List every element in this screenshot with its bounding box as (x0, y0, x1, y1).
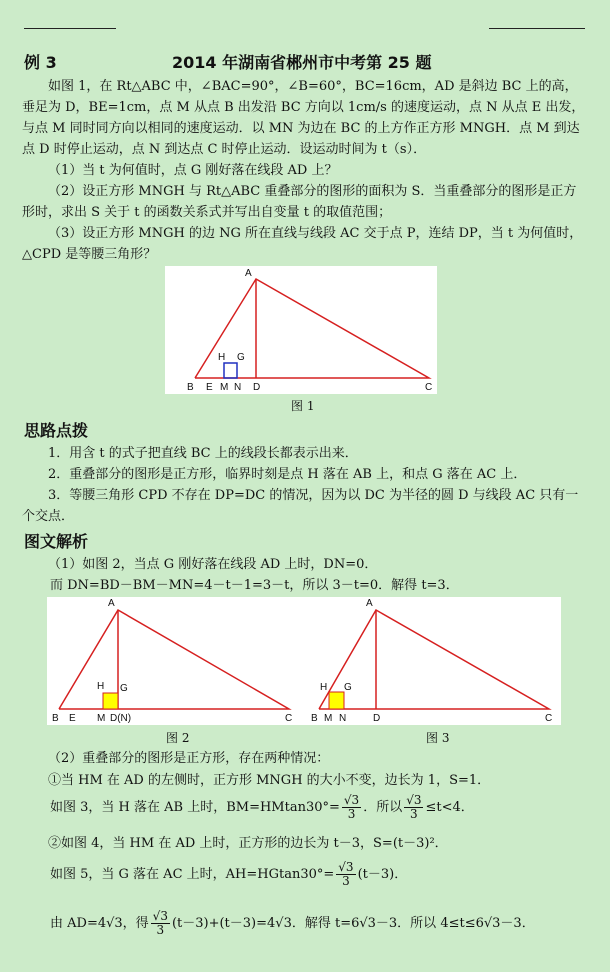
final-text-b: (t－3)+(t－3)=4√3．解得 t=6√3－3．所以 4≤t≤6√3－3． (171, 916, 535, 931)
fig3-label-g: G (344, 682, 352, 693)
hint-1: 1．用含 t 的式子把直线 BC 上的线段长都表示出来． (48, 446, 358, 461)
fig3-square (329, 692, 344, 709)
fig3-triangle (319, 610, 549, 709)
solution-2-final-line (50, 910, 610, 937)
problem-statement: 如图 1，在 Rt△ABC 中，∠BAC=90°，∠B=60°，BC=16cm，AD 是斜边 BC 上的高，垂足为 D，BE=1cm，点 M 从点 B 出发沿 BC 方向以 1cm/s 的速度运动，点 N 从点 E 出发，与点 M 同时同方向以相同的速度运动．以 MN 为边在 BC 的上方作正方形 MNGH．点 M 到达点 D 时停止运动，点 N 到达点 C 时停止运动．设运动时间为 t（s）． (22, 79, 585, 157)
fig3-label-n: N (339, 713, 347, 724)
solution-2: （2）重叠部分的图形是正方形，存在两种情况： (48, 751, 330, 766)
question-1: （1）当 t 为何值时，点 G 刚好落在线段 AD 上？ (48, 163, 338, 178)
fig2-label-h: H (97, 681, 105, 692)
figure-1-caption: 图 1 (291, 399, 315, 413)
solution-2-case-1: ①当 HM 在 AD 的左侧时，正方形 MNGH 的大小不变，边长为 1，S=1． (48, 773, 491, 788)
figure-1-diagram (165, 266, 437, 394)
page-title (24, 50, 594, 72)
fig3-label-m: M (324, 713, 333, 724)
label-n: N (234, 382, 242, 393)
fig3-text-c: ≤t<4． (425, 800, 474, 815)
label-h: H (218, 352, 226, 363)
label-d: D (253, 382, 261, 393)
fig2-label-dn: D(N) (110, 713, 132, 724)
fig2-square (103, 693, 118, 709)
fig2-triangle (59, 610, 289, 709)
solution-1b: 而 DN=BD－BM－MN=4－t－1=3－t，所以 3－t=0．解得 t=3． (50, 578, 459, 593)
fig2-label-e: E (69, 713, 76, 724)
fraction-root3-over-3: $\frac{√3}{3}$ (343, 793, 360, 821)
hint-2: 2．重叠部分的图形是正方形，临界时刻是点 H 落在 AB 上，和点 G 落在 AC 上． (48, 467, 527, 482)
label-e: E (206, 382, 213, 393)
fig3-label-h: H (320, 682, 328, 693)
figure-2-caption: 图 2 (166, 731, 190, 745)
fig2-label-c: C (285, 713, 293, 724)
solution-2-fig3-line (50, 794, 610, 821)
fig3-label-a: A (366, 598, 373, 609)
fig3-text-a: 如图 3，当 H 落在 AB 上时，BM=HMtan30°= (50, 800, 340, 815)
square-mngh (224, 363, 237, 378)
top-rule-left (24, 28, 116, 29)
solution-heading: 图文解析 (24, 532, 89, 551)
fraction-root3-over-3: $\frac{√3}{3}$ (338, 860, 354, 888)
figure-1 (165, 266, 437, 394)
fraction-root3-over-3: $\frac{√3}{3}$ (406, 793, 422, 821)
label-a: A (245, 268, 252, 279)
fig2-label-m: M (97, 713, 106, 724)
example-label: 例 3 (24, 53, 57, 72)
fig3-text-b: ．所以 (363, 800, 403, 815)
solution-2-case-2: ②如图 4，当 HM 在 AD 上时，正方形的边长为 t－3，S=(t－3)²． (48, 836, 448, 851)
label-b: B (187, 382, 194, 393)
hints-heading: 思路点拨 (24, 421, 89, 440)
hint-3: 3．等腰三角形 CPD 不存在 DP=DC 的情况，因为以 DC 为半径的圆 D 与线段 AC 只有一个交点． (22, 488, 579, 524)
fraction-root3-over-3: $\frac{√3}{3}$ (152, 909, 168, 937)
fig3-label-b: B (311, 713, 318, 724)
question-2: （2）设正方形 MNGH 与 Rt△ABC 重叠部分的图形的面积为 S．当重叠部分的图形是正方形时，求出 S 关于 t 的函数关系式并写出自变量 t 的取值范围； (22, 184, 577, 220)
fig5-text-a: 如图 5，当 G 落在 AC 上时，AH=HGtan30°= (50, 867, 335, 882)
label-m: M (220, 382, 229, 393)
figure-3-caption: 图 3 (426, 731, 450, 745)
final-text-a: 由 AD=4√3，得 (50, 916, 149, 931)
fig2-label-b: B (52, 713, 59, 724)
figures-2-3-panel (47, 597, 561, 725)
solution-2-fig5-line (50, 861, 610, 888)
top-rule-right (489, 28, 585, 29)
question-3: （3）设正方形 MNGH 的边 NG 所在直线与线段 AC 交于点 P，连结 DP，当 t 为何值时，△CPD 是等腰三角形？ (22, 226, 583, 262)
label-c: C (425, 382, 433, 393)
solution-1a: （1）如图 2，当点 G 刚好落在线段 AD 上时，DN=0． (48, 557, 378, 572)
fig2-label-g: G (120, 683, 128, 694)
fig5-text-b: (t－3)． (357, 867, 408, 882)
label-g: G (237, 352, 245, 363)
problem-title: 2014 年湖南省郴州市中考第 25 题 (172, 53, 432, 72)
fig3-label-c: C (545, 713, 553, 724)
fig3-label-d: D (373, 713, 381, 724)
fig2-label-a: A (108, 598, 115, 609)
figure-2-diagram (47, 597, 561, 725)
